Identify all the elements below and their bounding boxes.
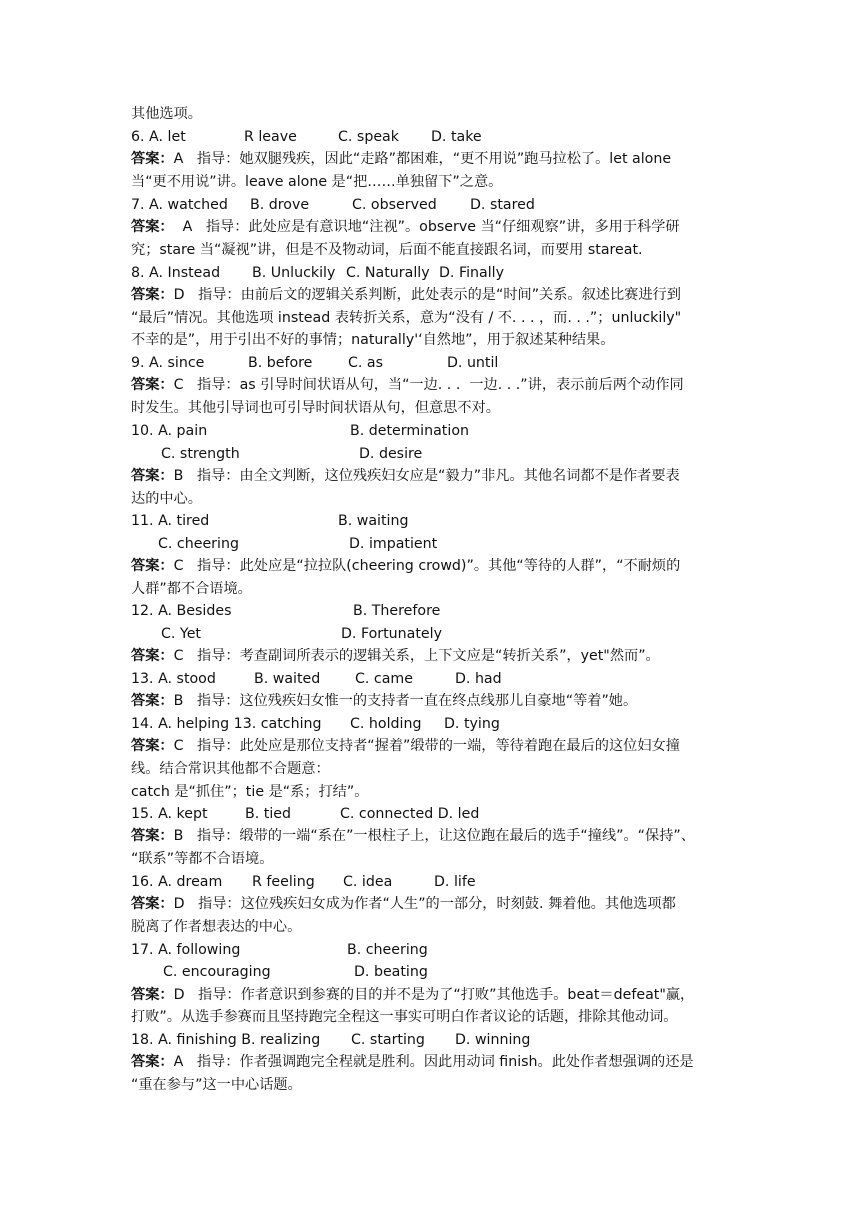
answer-value: A (173, 151, 184, 167)
answer-value: B (173, 693, 184, 709)
option-a: 18. A. finishing B. realizing (131, 1032, 321, 1048)
option-c: C. idea (343, 874, 393, 890)
option-a: 15. A. kept (131, 806, 208, 822)
option-c: C. cheering (158, 536, 239, 552)
option-c: C. connected D. led (340, 806, 480, 822)
option-d: D. life (434, 874, 476, 890)
answer-label: 答案： (131, 558, 174, 574)
answer-label: 答案： (131, 219, 174, 235)
option-d: D. stared (470, 197, 535, 213)
option-b: B. Therefore (353, 603, 441, 619)
option-a: 16. A. dream (131, 874, 223, 890)
option-b: B. drove (250, 197, 310, 213)
option-b: R feeling (252, 874, 315, 890)
explanation-line: 答案： A 指导：此处应是有意识地“注视”。observe 当“仔细观察”讲，多用于科学研 (131, 219, 680, 235)
option-d: D. tying (444, 716, 500, 732)
explanation-line: 答案：D 指导：由前后文的逻辑关系判断，此处表示的是“时间”关系。叙述比赛进行到 (131, 287, 681, 303)
option-d: D. take (431, 129, 482, 145)
answer-value: C (173, 648, 184, 664)
explanation-line: 不幸的是”，用于引出不好的事情；naturally'‘自然地”，用于叙述某种结果。 (131, 332, 615, 348)
option-c: C. strength (161, 446, 240, 462)
option-d: D. desire (359, 446, 423, 462)
explanation-line: “最后”情况。其他选项 instead 表转折关系，意为“没有 / 不. . . ，而. . .”；unluckily" (131, 310, 682, 326)
option-a: 17. A. following (131, 942, 241, 958)
option-c: C. encouraging (163, 964, 271, 980)
answer-value: B (173, 828, 184, 844)
option-a: 12. A. Besides (131, 603, 232, 619)
option-c: C. as (348, 355, 384, 371)
answer-label: 答案： (131, 1054, 174, 1070)
option-c: C. observed (352, 197, 437, 213)
explanation-line: 答案：A 指导：她双腿残疾，因此“走路”都困难，“更不用说”跑马拉松了。let alone (131, 151, 672, 167)
option-a: 10. A. pain (131, 423, 208, 439)
option-c: C. holding (350, 716, 422, 732)
explanation-line: “重在参与”这一中心话题。 (131, 1077, 302, 1093)
answer-value: A (173, 1054, 184, 1070)
intro-text: 其他选项。 (131, 106, 202, 122)
explanation-line: 答案：A 指导：作者强调跑完全程就是胜利。因此用动词 finish。此处作者想强调的还是 (131, 1054, 694, 1070)
option-d: D. until (447, 355, 499, 371)
answer-label: 答案： (131, 738, 174, 754)
explanation-line: 答案：C 指导：考查副词所表示的逻辑关系，上下文应是“转折关系”，yet"然而”。 (131, 648, 660, 664)
answer-label: 答案： (131, 151, 174, 167)
explanation-line: catch 是“抓住”；tie 是“系；打结”。 (131, 784, 369, 800)
option-d: D. had (455, 671, 502, 687)
answer-value: A (182, 219, 193, 235)
option-c: C. Yet (161, 626, 201, 642)
explanation-line: 答案：D 指导：这位残疾妇女成为作者“人生”的一部分，时刻鼓. 舞着他。其他选项都 (131, 896, 676, 912)
answer-value: D (173, 987, 185, 1003)
explanation-line: 究；stare 当“凝视”讲，但是不及物动词，后面不能直接跟名词，而要用 stareat. (131, 242, 643, 258)
option-b: R leave (244, 129, 297, 145)
answer-label: 答案： (131, 648, 174, 664)
explanation-line: 达的中心。 (131, 491, 202, 507)
explanation-line: 答案：C 指导：此处应是那位支持者“握着”缎带的一端，等待着跑在最后的这位妇女撞 (131, 738, 680, 754)
option-d: D. beating (354, 964, 428, 980)
option-c: C. came (355, 671, 413, 687)
explanation-line: 答案：B 指导：由全文判断，这位残疾妇女应是“毅力”非凡。其他名词都不是作者要表 (131, 468, 680, 484)
option-c: C. starting (351, 1032, 425, 1048)
option-a: 8. A. Instead (131, 265, 221, 281)
option-b: B. cheering (347, 942, 428, 958)
answer-label: 答案： (131, 468, 174, 484)
answer-label: 答案： (131, 828, 174, 844)
explanation-line: “联系”等都不合语境。 (131, 851, 274, 867)
explanation-line: 脱离了作者想表达的中心。 (131, 919, 302, 935)
option-d: D. Finally (439, 265, 504, 281)
option-b: B. waited (254, 671, 321, 687)
option-d: D. winning (455, 1032, 531, 1048)
explanation-line: 当“更不用说”讲。leave alone 是“把……单独留下”之意。 (131, 174, 503, 190)
explanation-line: 答案：B 指导：这位残疾妇女惟一的支持者一直在终点线那儿自豪地“等着”她。 (131, 693, 638, 709)
answer-label: 答案： (131, 377, 174, 393)
option-b: B. tied (245, 806, 291, 822)
answer-label: 答案： (131, 896, 174, 912)
option-a: 6. A. let (131, 129, 186, 145)
option-b: B. Unluckily (252, 265, 336, 281)
option-a: 14. A. helping 13. catching (131, 716, 322, 732)
explanation-line: 打败”。从选手参赛而且坚持跑完全程这一事实可明白作者议论的话题，排除其他动词。 (131, 1009, 678, 1025)
option-d: D. impatient (349, 536, 438, 552)
option-b: B. before (248, 355, 313, 371)
option-a: 13. A. stood (131, 671, 216, 687)
explanation-line: 答案：B 指导：缎带的一端“系在”一根柱子上，让这位跑在最后的选手“撞线”。“保持”、 (131, 828, 695, 844)
explanation-line: 答案：D 指导：作者意识到参赛的目的并不是为了“打败”其他选手。beat＝defeat"赢， (131, 987, 695, 1003)
answer-label: 答案： (131, 693, 174, 709)
answer-value: B (173, 468, 184, 484)
explanation-line: 人群”都不合语境。 (131, 581, 252, 597)
explanation-line: 时发生。其他引导词也可引导时间状语从句，但意思不对。 (131, 400, 500, 416)
answer-value: C (173, 738, 184, 754)
answer-value: C (173, 377, 184, 393)
option-a: 9. A. since (131, 355, 205, 371)
option-b: B. determination (350, 423, 469, 439)
explanation-line: 线。结合常识其他都不合题意： (131, 761, 330, 777)
option-a: 7. A. watched (131, 197, 228, 213)
answer-value: D (173, 896, 185, 912)
answer-value: C (173, 558, 184, 574)
option-b: B. waiting (338, 513, 409, 529)
answer-label: 答案： (131, 987, 174, 1003)
option-c: C. speak (338, 129, 399, 145)
answer-value: D (173, 287, 185, 303)
answer-label: 答案： (131, 287, 174, 303)
option-a: 11. A. tired (131, 513, 210, 529)
option-d: D. Fortunately (341, 626, 442, 642)
explanation-line: 答案：C 指导：此处应是“拉拉队(cheering crowd)”。其他“等待的人群”，“不耐烦的 (131, 558, 681, 574)
explanation-line: 答案：C 指导：as 引导时间状语从句，当“一边. . . 一边. . .”讲，表示前后两个动作同 (131, 377, 684, 393)
option-c: C. Naturally (346, 265, 430, 281)
